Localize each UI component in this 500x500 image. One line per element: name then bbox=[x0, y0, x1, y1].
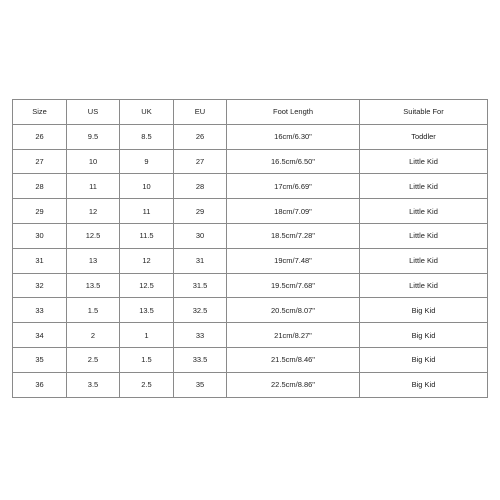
cell-foot-length: 18.5cm/7.28" bbox=[227, 223, 360, 248]
cell-uk: 1 bbox=[120, 323, 174, 348]
cell-eu: 29 bbox=[174, 199, 227, 224]
header-uk: UK bbox=[120, 100, 174, 125]
cell-eu: 32.5 bbox=[174, 298, 227, 323]
table-row bbox=[13, 199, 488, 224]
table-row bbox=[13, 174, 488, 199]
cell-us: 10 bbox=[67, 149, 120, 174]
cell-foot-length: 22.5cm/8.86" bbox=[227, 372, 360, 397]
table-row bbox=[13, 223, 488, 248]
cell-eu: 27 bbox=[174, 149, 227, 174]
table-row bbox=[13, 248, 488, 273]
cell-eu: 31.5 bbox=[174, 273, 227, 298]
cell-suitable-for: Little Kid bbox=[360, 248, 488, 273]
cell-us: 11 bbox=[67, 174, 120, 199]
cell-us: 9.5 bbox=[67, 124, 120, 149]
cell-eu: 33 bbox=[174, 323, 227, 348]
cell-foot-length: 16cm/6.30" bbox=[227, 124, 360, 149]
cell-suitable-for: Little Kid bbox=[360, 223, 488, 248]
cell-size: 32 bbox=[13, 273, 67, 298]
cell-uk: 11 bbox=[120, 199, 174, 224]
cell-foot-length: 21.5cm/8.46" bbox=[227, 347, 360, 372]
cell-eu: 30 bbox=[174, 223, 227, 248]
size-chart-table bbox=[12, 99, 488, 398]
cell-uk: 2.5 bbox=[120, 372, 174, 397]
cell-eu: 28 bbox=[174, 174, 227, 199]
cell-foot-length: 19.5cm/7.68" bbox=[227, 273, 360, 298]
cell-size: 29 bbox=[13, 199, 67, 224]
cell-size: 31 bbox=[13, 248, 67, 273]
cell-size: 34 bbox=[13, 323, 67, 348]
table-row bbox=[13, 149, 488, 174]
cell-foot-length: 20.5cm/8.07" bbox=[227, 298, 360, 323]
cell-suitable-for: Little Kid bbox=[360, 149, 488, 174]
table-row bbox=[13, 273, 488, 298]
table-row bbox=[13, 298, 488, 323]
cell-uk: 12.5 bbox=[120, 273, 174, 298]
cell-eu: 31 bbox=[174, 248, 227, 273]
header-eu: EU bbox=[174, 100, 227, 125]
table-row bbox=[13, 124, 488, 149]
cell-us: 1.5 bbox=[67, 298, 120, 323]
cell-suitable-for: Big Kid bbox=[360, 347, 488, 372]
header-suitable-for: Suitable For bbox=[360, 100, 488, 125]
cell-us: 12 bbox=[67, 199, 120, 224]
cell-uk: 11.5 bbox=[120, 223, 174, 248]
cell-eu: 26 bbox=[174, 124, 227, 149]
cell-uk: 1.5 bbox=[120, 347, 174, 372]
cell-suitable-for: Little Kid bbox=[360, 273, 488, 298]
cell-size: 36 bbox=[13, 372, 67, 397]
header-size: Size bbox=[13, 100, 67, 125]
cell-foot-length: 19cm/7.48" bbox=[227, 248, 360, 273]
cell-size: 28 bbox=[13, 174, 67, 199]
cell-us: 13.5 bbox=[67, 273, 120, 298]
table-header-row bbox=[13, 100, 488, 125]
cell-uk: 10 bbox=[120, 174, 174, 199]
cell-us: 13 bbox=[67, 248, 120, 273]
cell-us: 12.5 bbox=[67, 223, 120, 248]
cell-uk: 9 bbox=[120, 149, 174, 174]
cell-foot-length: 17cm/6.69" bbox=[227, 174, 360, 199]
cell-uk: 13.5 bbox=[120, 298, 174, 323]
cell-suitable-for: Big Kid bbox=[360, 323, 488, 348]
cell-eu: 33.5 bbox=[174, 347, 227, 372]
cell-suitable-for: Big Kid bbox=[360, 372, 488, 397]
cell-us: 2 bbox=[67, 323, 120, 348]
cell-suitable-for: Little Kid bbox=[360, 174, 488, 199]
cell-foot-length: 18cm/7.09" bbox=[227, 199, 360, 224]
header-us: US bbox=[67, 100, 120, 125]
cell-suitable-for: Little Kid bbox=[360, 199, 488, 224]
table-row bbox=[13, 347, 488, 372]
table-row bbox=[13, 323, 488, 348]
cell-foot-length: 16.5cm/6.50" bbox=[227, 149, 360, 174]
cell-foot-length: 21cm/8.27" bbox=[227, 323, 360, 348]
cell-size: 33 bbox=[13, 298, 67, 323]
cell-size: 26 bbox=[13, 124, 67, 149]
cell-suitable-for: Big Kid bbox=[360, 298, 488, 323]
cell-uk: 8.5 bbox=[120, 124, 174, 149]
cell-us: 2.5 bbox=[67, 347, 120, 372]
cell-suitable-for: Toddler bbox=[360, 124, 488, 149]
cell-size: 35 bbox=[13, 347, 67, 372]
cell-size: 30 bbox=[13, 223, 67, 248]
cell-eu: 35 bbox=[174, 372, 227, 397]
cell-us: 3.5 bbox=[67, 372, 120, 397]
table-row bbox=[13, 372, 488, 397]
cell-uk: 12 bbox=[120, 248, 174, 273]
header-foot-length: Foot Length bbox=[227, 100, 360, 125]
cell-size: 27 bbox=[13, 149, 67, 174]
